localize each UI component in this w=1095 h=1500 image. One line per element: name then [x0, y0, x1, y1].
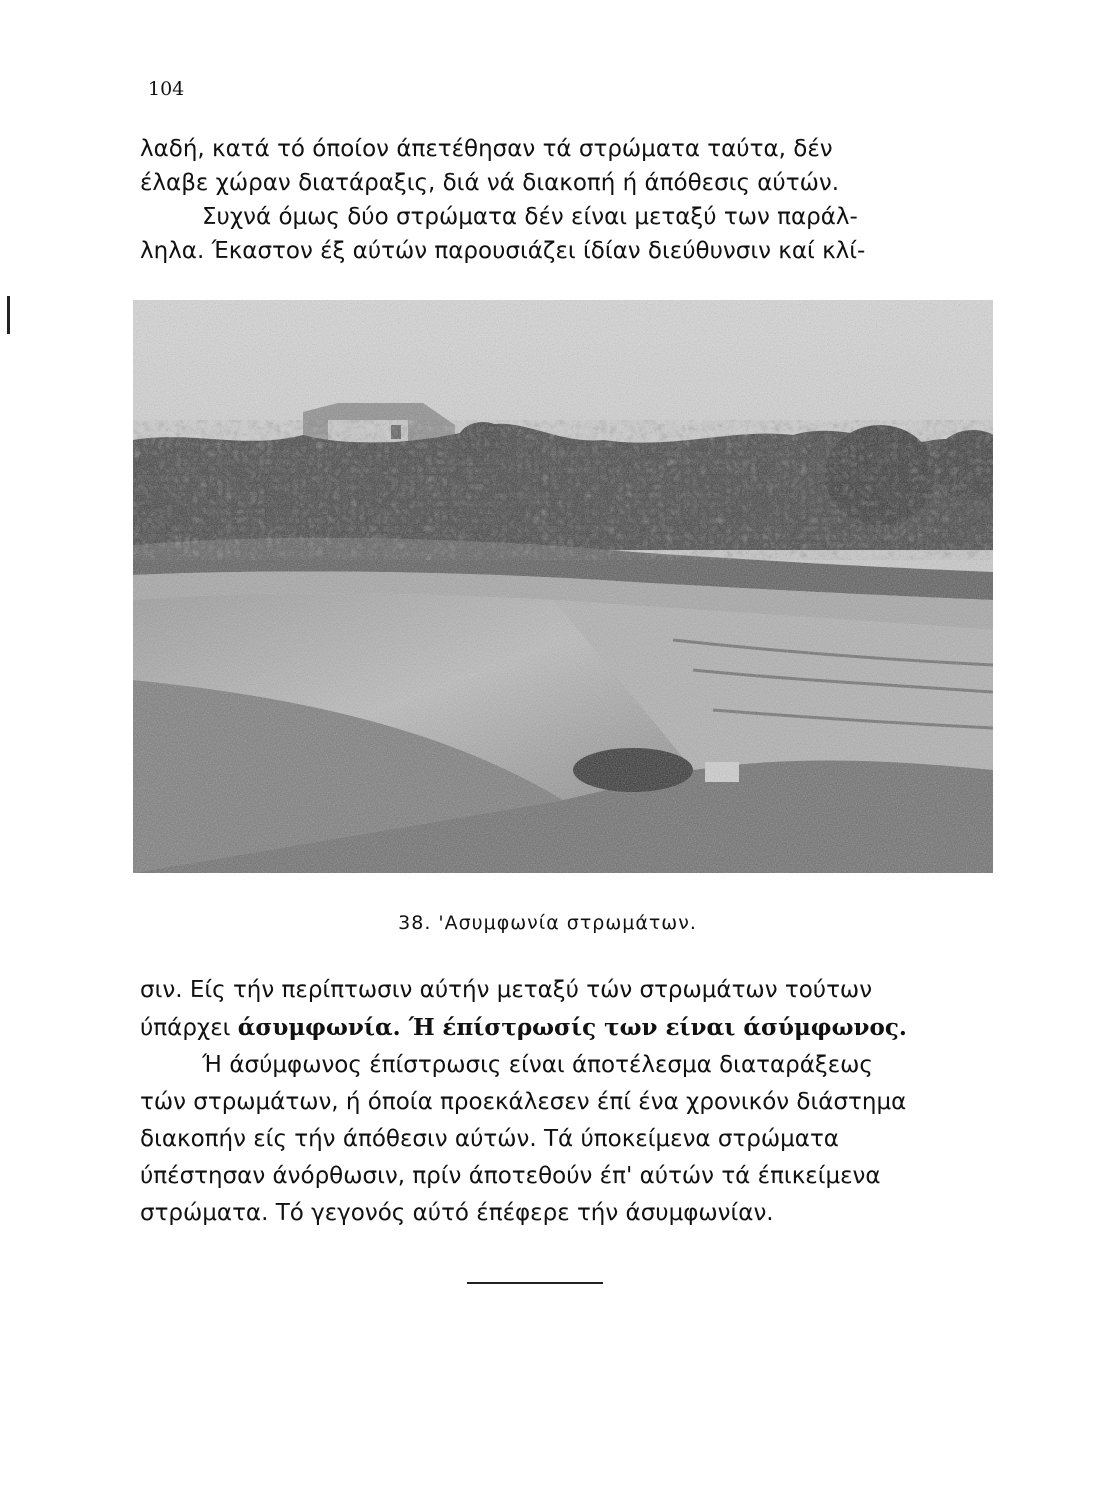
text-line [140, 1009, 990, 1047]
text-line: διακοπήν είς τήν άπόθεσιν αύτών. Τά ύποκείμενα στρώματα [140, 1126, 839, 1152]
margin-mark [7, 296, 10, 334]
section-end-rule [467, 1282, 603, 1284]
top-paragraph [140, 132, 990, 268]
text-line: ληλα. Έκαστον έξ αύτών παρουσιάζει ίδίαν διεύθυνσιν καί κλί- [140, 238, 866, 264]
figure-caption: 38. 'Ασυμφωνία στρωμάτων. [398, 912, 697, 934]
text-span: ύπάρχει [140, 1015, 238, 1041]
text-line: έλαβε χώραν διατάραξις, διά νά διακοπή ή άπόθεσις αύτών. [140, 170, 840, 196]
term-asymphonos: Ή έπίστρωσίς των είναι άσύμφωνος. [400, 1014, 907, 1041]
text-line: στρώματα. Τό γεγονός αύτό έπέφερε τήν άσυμφωνίαν. [140, 1200, 774, 1226]
text-line: Ή άσύμφωνος έπίστρωσις είναι άποτέλεσμα διαταράξεως [202, 1052, 873, 1078]
bottom-paragraph [140, 972, 990, 1232]
page-number: 104 [148, 78, 185, 100]
text-line: τών στρωμάτων, ή όποία προεκάλεσεν έπί ένα χρονικόν διάστημα [140, 1089, 907, 1115]
text-line: σιν. Είς τήν περίπτωσιν αύτήν μεταξύ τών στρωμάτων τούτων [140, 977, 873, 1003]
term-asymphonia: άσυμφωνία. [237, 1014, 401, 1041]
figure-photo [133, 300, 993, 873]
text-line: Συχνά όμως δύο στρώματα δέν είναι μεταξύ των παράλ- [202, 204, 858, 230]
text-line: ύπέστησαν άνόρθωσιν, πρίν άποτεθούν έπ' αύτών τά έπικείμενα [140, 1163, 881, 1189]
text-line: λαδή, κατά τό όποίον άπετέθησαν τά στρώματα ταύτα, δέν [140, 136, 833, 162]
